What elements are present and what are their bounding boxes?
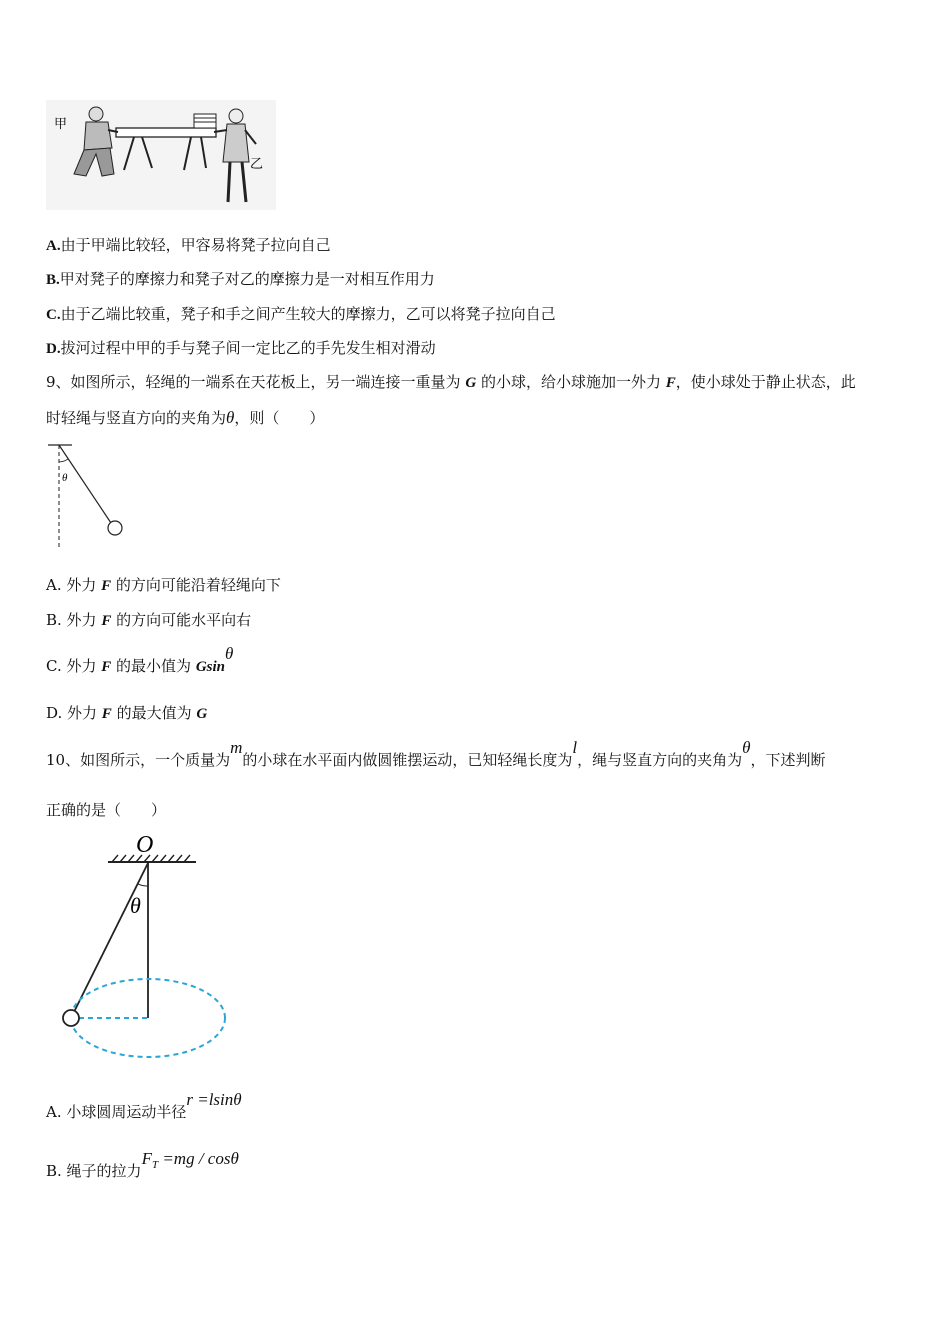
q9-stem-line1: 9、如图所示，轻绳的一端系在天花板上，另一端连接一重量为 G 的小球，给小球施加一外力 F，使小球处于静止状态，此	[46, 373, 856, 391]
q9-option-a: A. 外力 F 的方向可能沿着轻绳向下	[46, 576, 281, 594]
q8-option-d: D.拔河过程中甲的手与凳子间一定比乙的手先发生相对滑动	[46, 339, 436, 357]
q10-stem-line2: 正确的是（ ）	[46, 801, 167, 819]
q10-option-b: B. 绳子的拉力$F_T =mg / \cos\theta$	[46, 1149, 239, 1180]
tug-of-war-figure	[46, 100, 276, 210]
q9-option-b: B. 外力 F 的方向可能水平向右	[46, 611, 252, 629]
conical-pendulum-figure	[56, 826, 236, 1066]
label-yi: 乙	[250, 157, 264, 172]
q10-stem-line1: 10、如图所示，一个质量为m的小球在水平面内做圆锥摆运动，已知轻绳长度为l，绳与竖直方向的夹角为θ，下述判断	[46, 738, 826, 769]
cone-theta: θ	[130, 893, 141, 918]
q8-option-a: A.由于甲端比较轻，甲容易将凳子拉向自己	[46, 236, 331, 254]
pivot-label-o: O	[136, 832, 154, 858]
label-jia: 甲	[54, 117, 68, 132]
q9-stem-line2: 时轻绳与竖直方向的夹角为θ，则（ ）	[46, 408, 325, 427]
q9-option-c: C. 外力 F 的最小值为 Gsinθ	[46, 644, 234, 675]
q8-option-b: B.甲对凳子的摩擦力和凳子对乙的摩擦力是一对相互作用力	[46, 270, 435, 288]
q10-option-a: A. 小球圆周运动半径r =lsinθ	[46, 1090, 242, 1121]
pendulum-theta: θ	[62, 472, 68, 484]
q9-option-d: D. 外力 F 的最大值为 G	[46, 704, 208, 722]
q8-option-c: C.由于乙端比较重，凳子和手之间产生较大的摩擦力，乙可以将凳子拉向自己	[46, 305, 556, 323]
pendulum-figure	[46, 440, 136, 552]
